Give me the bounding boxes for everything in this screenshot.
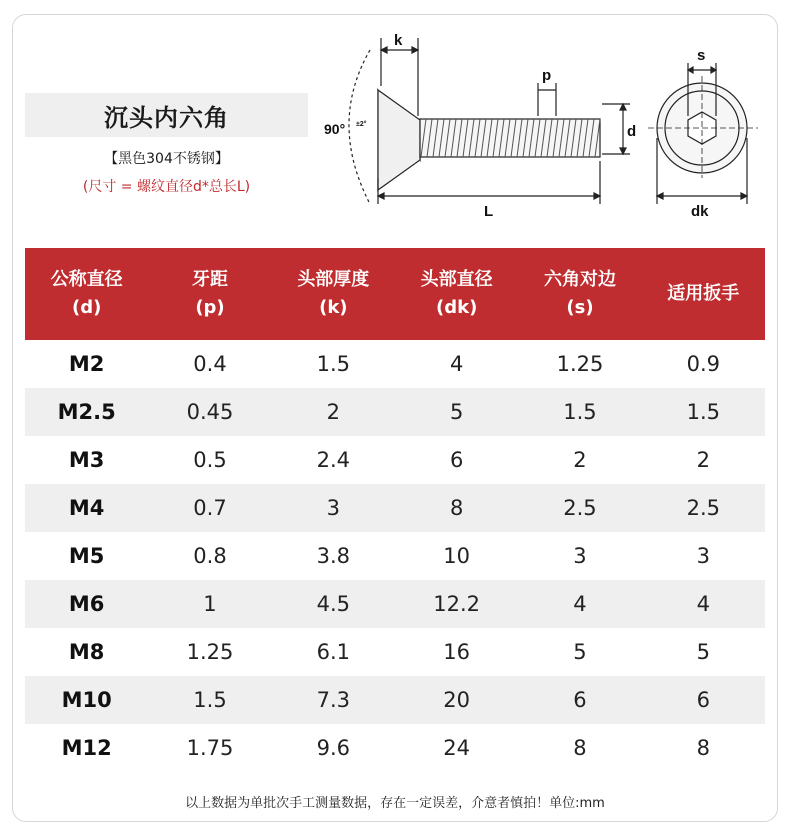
table-cell: 2 xyxy=(573,448,587,472)
table-cell: 4 xyxy=(696,592,710,616)
label-angle: 90° xyxy=(324,121,346,137)
label-k: k xyxy=(394,32,403,49)
material-subtitle: 【黑色304不锈钢】 xyxy=(104,151,229,167)
table-row xyxy=(25,340,765,388)
label-angle-tol: ±2° xyxy=(356,121,367,128)
table-cell: M12 xyxy=(61,736,112,760)
table-cell: 4.5 xyxy=(316,592,351,616)
table-cell: 1.5 xyxy=(316,352,351,376)
label-L: L xyxy=(484,203,494,220)
table-cell: 3 xyxy=(696,544,710,568)
table-cell: 6 xyxy=(573,688,587,712)
table-cell: 2.5 xyxy=(686,496,720,520)
table-cell: 0.8 xyxy=(193,544,227,568)
table-row xyxy=(25,484,765,532)
table-cell: M6 xyxy=(68,592,105,616)
screw-diagram xyxy=(318,28,768,228)
table-row xyxy=(25,388,765,436)
table-cell: 1.5 xyxy=(193,688,227,712)
table-row xyxy=(25,628,765,676)
table-cell: 4 xyxy=(573,592,587,616)
footer-note: 以上数据为单批次手工测量数据，存在一定误差，介意者慎拍！单位:mm xyxy=(185,796,605,811)
table-cell: 1.5 xyxy=(563,400,597,424)
label-d: d xyxy=(627,123,637,140)
table-cell: 2.4 xyxy=(316,448,351,472)
table-cell: 1.25 xyxy=(556,352,604,376)
table-cell: 3 xyxy=(573,544,587,568)
table-cell: 3.8 xyxy=(316,544,351,568)
table-row xyxy=(25,676,765,724)
table-cell: 0.7 xyxy=(193,496,227,520)
table-cell: 20 xyxy=(443,688,471,712)
table-cell: 1.25 xyxy=(186,640,234,664)
table-cell: 9.6 xyxy=(316,736,351,760)
table-cell: 0.9 xyxy=(686,352,720,376)
table-cell: 0.5 xyxy=(193,448,227,472)
table-cell: 4 xyxy=(449,352,464,376)
table-cell: M3 xyxy=(68,448,105,472)
header-head-thickness: 头部厚度 (k) xyxy=(297,269,370,318)
table-cell: 2 xyxy=(326,400,340,424)
table-cell: 2 xyxy=(696,448,710,472)
table-cell: M4 xyxy=(68,496,105,520)
table-body xyxy=(25,340,765,772)
table-cell: 7.3 xyxy=(316,688,351,712)
table-cell: 3 xyxy=(326,496,340,520)
header-pitch: 牙距 (p) xyxy=(191,269,228,318)
label-p: p xyxy=(542,67,552,84)
header-head-diameter: 头部直径 (dk) xyxy=(420,269,493,318)
table-cell: 6.1 xyxy=(316,640,351,664)
table-cell: M8 xyxy=(68,640,105,664)
table-cell: 1.75 xyxy=(186,736,234,760)
table-cell: 8 xyxy=(449,496,464,520)
table-cell: M5 xyxy=(68,544,105,568)
table-cell: 1 xyxy=(203,592,217,616)
size-subtitle: (尺寸 = 螺纹直径d*总长L) xyxy=(82,179,251,195)
table-cell: 0.4 xyxy=(193,352,227,376)
table-cell: 10 xyxy=(443,544,471,568)
table-cell: 6 xyxy=(449,448,464,472)
table-row xyxy=(25,436,765,484)
table-cell: 12.2 xyxy=(433,592,481,616)
table-header xyxy=(25,248,765,340)
label-dk: dk xyxy=(691,203,709,220)
table-cell: 5 xyxy=(696,640,710,664)
table-cell: 5 xyxy=(573,640,587,664)
table-cell: M2.5 xyxy=(57,400,116,424)
table-row xyxy=(25,580,765,628)
table-cell: 6 xyxy=(696,688,710,712)
table-cell: 16 xyxy=(443,640,471,664)
table-cell: 1.5 xyxy=(686,400,720,424)
table-cell: 24 xyxy=(443,736,471,760)
table-cell: 8 xyxy=(696,736,710,760)
table-cell: 8 xyxy=(573,736,587,760)
table-cell: 0.45 xyxy=(186,400,234,424)
table-row xyxy=(25,724,765,772)
table-cell: 5 xyxy=(449,400,464,424)
table-row xyxy=(25,532,765,580)
header-nominal-diameter: 公称直径 (d) xyxy=(50,269,123,318)
header-hex-across-flats: 六角对边 (s) xyxy=(543,269,616,318)
header-wrench-size: 适用扳手 xyxy=(667,283,740,304)
label-s: s xyxy=(697,47,706,64)
product-title: 沉头内六角 xyxy=(25,93,308,137)
table-cell: M2 xyxy=(68,352,105,376)
table-cell: M10 xyxy=(61,688,112,712)
table-cell: 2.5 xyxy=(563,496,597,520)
